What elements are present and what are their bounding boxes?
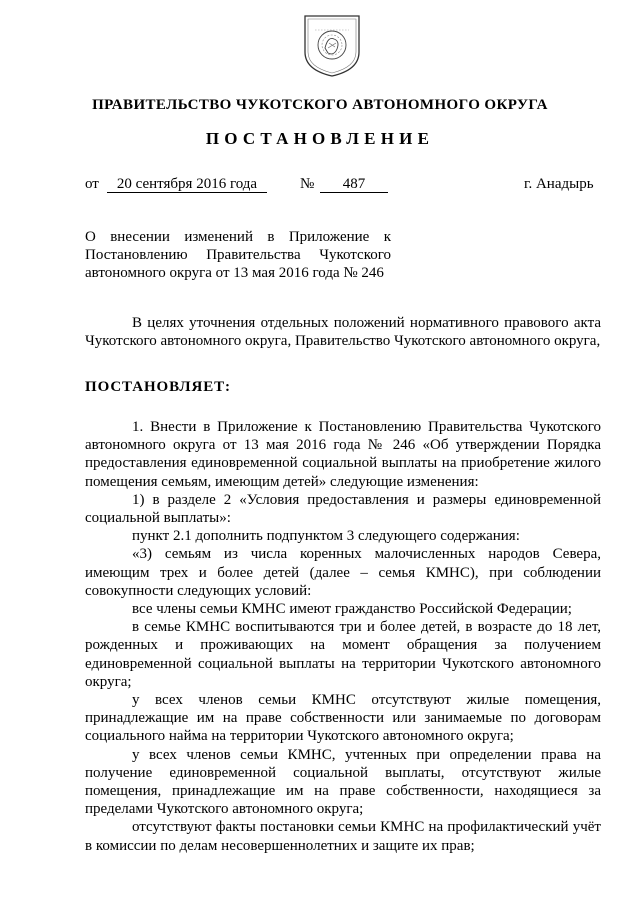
body-paragraph: 1. Внести в Приложение к Постановлению Правительства Чукотского автономного округа от 13 мая 2016 года № 246 «Об утверждении Порядка предоставления единовременной социальной выплаты на приобретение жилого помещения семьям, имеющим детей» следующие изменения: [85, 419, 601, 490]
preamble [85, 314, 601, 350]
date-prefix-label: от [85, 176, 99, 192]
body-paragraph: отсутствуют факты постановки семьи КМНС на профилактический учёт в комиссии по делам несовершеннолетних и защите их прав; [85, 819, 601, 854]
coat-of-arms-icon [301, 12, 363, 78]
body-paragraph: все члены семьи КМНС имеют гражданство Российской Федерации; [132, 601, 572, 618]
number-label: № [300, 176, 315, 192]
document-date: 20 сентября 2016 года [107, 176, 267, 193]
subject-line: Постановлению Правительства Чукотского [85, 247, 391, 263]
body-paragraph: пункт 2.1 дополнить подпунктом 3 следующего содержания: [132, 528, 520, 545]
body-paragraph: у всех членов семьи КМНС, учтенных при определении права на получение единовременной социальной выплаты, отсутствуют жилые помещения, принадлежащие им на праве собственности, находящиеся за пределами Чукотского автономного округа; [85, 746, 601, 818]
document-subject [85, 228, 391, 282]
body-paragraph: в семье КМНС воспитываются три и более детей, в возрасте до 18 лет, рожденных и проживающих на момент обращения за получением единовременной социальной выплаты на территории Чукотского автономного округа; [85, 619, 601, 690]
body-paragraph: 1) в разделе 2 «Условия предоставления и размеры единовременной социальной выплаты»: [85, 491, 601, 527]
preamble-text: В целях уточнения отдельных положений нормативного правового акта Чукотского автономного округа, Правительство Чукотского автономного округа, [85, 315, 601, 350]
subject-line: автономного округа от 13 мая 2016 года № 246 [85, 265, 384, 281]
city-label: г. Анадырь [524, 176, 594, 192]
government-title: ПРАВИТЕЛЬСТВО ЧУКОТСКОГО АВТОНОМНОГО ОКРУГА [92, 97, 548, 113]
resolves-heading: ПОСТАНОВЛЯЕТ: [85, 379, 231, 395]
document-number: 487 [320, 176, 388, 193]
body-paragraph: у всех членов семьи КМНС отсутствуют жилые помещения, принадлежащие им на праве собственности или занимаемые по договорам социального найма на территории Чукотского автономного округа; [85, 692, 601, 745]
subject-line: О внесении изменений в Приложение к [85, 229, 391, 245]
document-body [85, 418, 601, 855]
body-paragraph: «3) семьям из числа коренных малочисленных народов Севера, имеющим трех и более детей (далее – семья КМНС), при соблюдении совокупности следующих условий: [85, 546, 601, 599]
document-type-title: ПОСТАНОВЛЕНИЕ [205, 129, 435, 148]
